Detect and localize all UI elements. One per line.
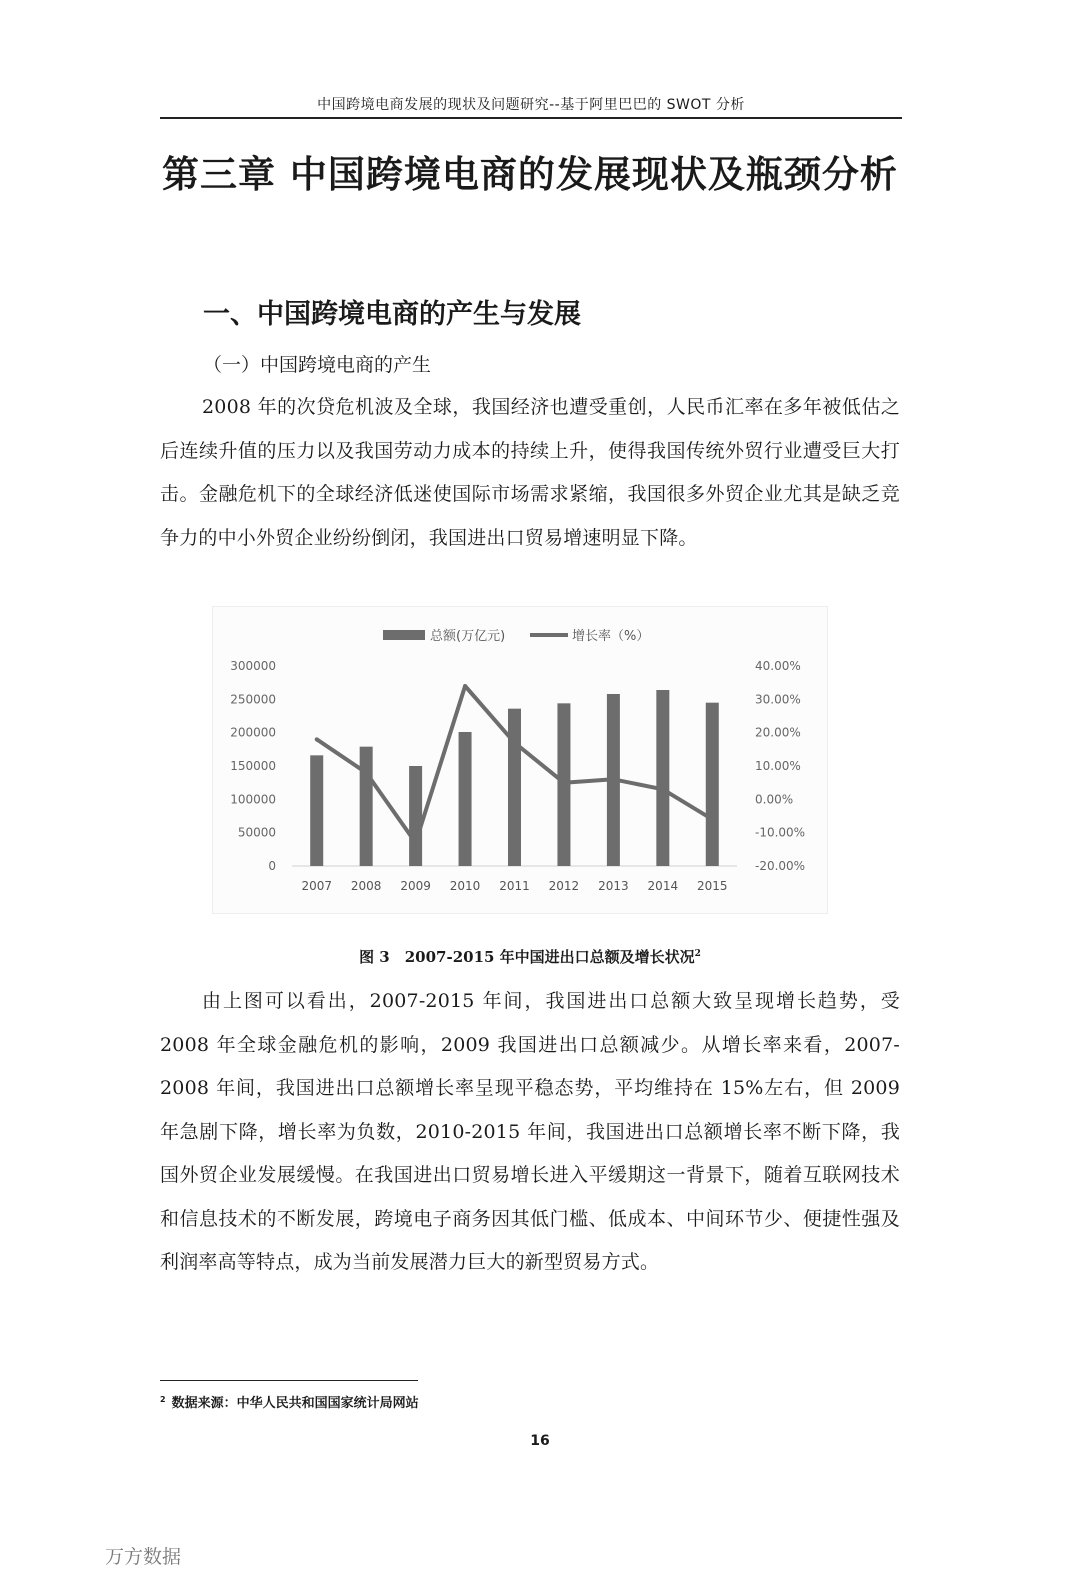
growth-point-2012 (562, 781, 566, 785)
paragraph-2: 由上图可以看出，2007-2015 年间，我国进出口总额大致呈现增长趋势，受 2008 年全球金融危机的影响，2009 我国进出口总额减少。从增长率来看，2007-2008 年间，我国进出口总额增长率呈现平稳态势，平均维持在 15%左右，但 2009 年急剧下降，增长率为负数，2010-2015 年间，我国进出口总额增长率不断下降，我国外贸企业发展缓慢。在我国进出口贸易增长进入平缓期这一背景下，随着互联网技术和信息技术的不断发展，跨境电子商务因其低门槛、低成本、中间环节少、便捷性强及利润率高等特点，成为当前发展潜力巨大的新型贸易方式。 (160, 990, 900, 1273)
bar-2009 (409, 766, 422, 866)
y-left-tick-label: 100000 (230, 792, 276, 807)
growth-point-2010 (463, 684, 467, 688)
bar-2010 (459, 732, 472, 866)
bar-2011 (508, 709, 521, 866)
growth-point-2015 (710, 817, 714, 821)
legend-swatch-total (383, 630, 425, 640)
watermark: 万方数据 (105, 1546, 182, 1568)
x-tick-label: 2015 (697, 879, 728, 893)
y-left-tick-label: 0 (268, 859, 276, 873)
section-title: 一、中国跨境电商的产生与发展 (203, 299, 581, 330)
footnote-rule (160, 1380, 418, 1381)
y-left-tick-label: 50000 (237, 825, 276, 840)
legend-label-total: 总额(万亿元) (430, 629, 506, 644)
page-number: 16 (530, 1433, 550, 1449)
x-tick-label: 2007 (301, 879, 332, 893)
growth-point-2014 (661, 787, 665, 791)
y-right-tick-label: 10.00% (755, 759, 801, 773)
x-tick-label: 2014 (647, 879, 679, 893)
header-rule (160, 117, 902, 119)
y-right-tick-label: 0.00% (755, 792, 794, 807)
growth-point-2007 (315, 737, 319, 741)
bar-2008 (360, 747, 373, 866)
x-tick-label: 2009 (400, 879, 431, 893)
figure-caption-footnote-ref: 2 (694, 949, 701, 959)
y-left-tick-label: 200000 (230, 725, 276, 740)
running-header: 中国跨境电商发展的现状及问题研究--基于阿里巴巴的 SWOT 分析 (317, 97, 745, 113)
bar-2014 (656, 690, 669, 866)
footnote (160, 1392, 419, 1411)
y-right-tick-label: 20.00% (755, 725, 801, 740)
growth-point-2008 (364, 771, 368, 775)
growth-point-2009 (414, 841, 418, 845)
y-left-tick-label: 250000 (230, 692, 276, 707)
x-tick-label: 2012 (548, 879, 580, 893)
footnote-mark: 2 (160, 1394, 166, 1404)
footnote-text: 数据来源：中华人民共和国国家统计局网站 (171, 1396, 419, 1411)
growth-point-2011 (513, 741, 517, 745)
figure-caption (160, 946, 900, 967)
y-right-tick-label: -10.00% (755, 825, 806, 840)
y-left-tick-label: 150000 (230, 759, 276, 773)
y-left-tick-label: 300000 (230, 659, 276, 673)
bar-2007 (310, 755, 323, 866)
x-tick-label: 2013 (598, 879, 629, 893)
chapter-title: 第三章 中国跨境电商的发展现状及瓶颈分析 (162, 153, 898, 196)
trade-chart (212, 606, 826, 912)
legend-label-growth: 增长率（%） (572, 629, 650, 644)
paragraph-1: 2008 年的次贷危机波及全球，我国经济也遭受重创，人民币汇率在多年被低估之后连续升值的压力以及我国劳动力成本的持续上升，使得我国传统外贸行业遭受巨大打击。金融危机下的全球经济低迷使国际市场需求紧缩，我国很多外贸企业尤其是缺乏竞争力的中小外贸企业纷纷倒闭，我国进出口贸易增速明显下降。 (160, 396, 900, 549)
y-right-tick-label: 30.00% (755, 692, 801, 707)
growth-point-2013 (611, 777, 615, 781)
x-tick-label: 2010 (449, 879, 481, 893)
x-tick-label: 2008 (350, 879, 382, 893)
bar-2015 (706, 703, 719, 866)
x-tick-label: 2011 (499, 879, 530, 893)
figure-caption-text: 图 3 2007-2015 年中国进出口总额及增长状况 (359, 948, 695, 966)
y-right-tick-label: 40.00% (755, 659, 801, 673)
y-right-tick-label: -20.00% (755, 859, 806, 873)
subsection-title: （一）中国跨境电商的产生 (203, 354, 432, 376)
